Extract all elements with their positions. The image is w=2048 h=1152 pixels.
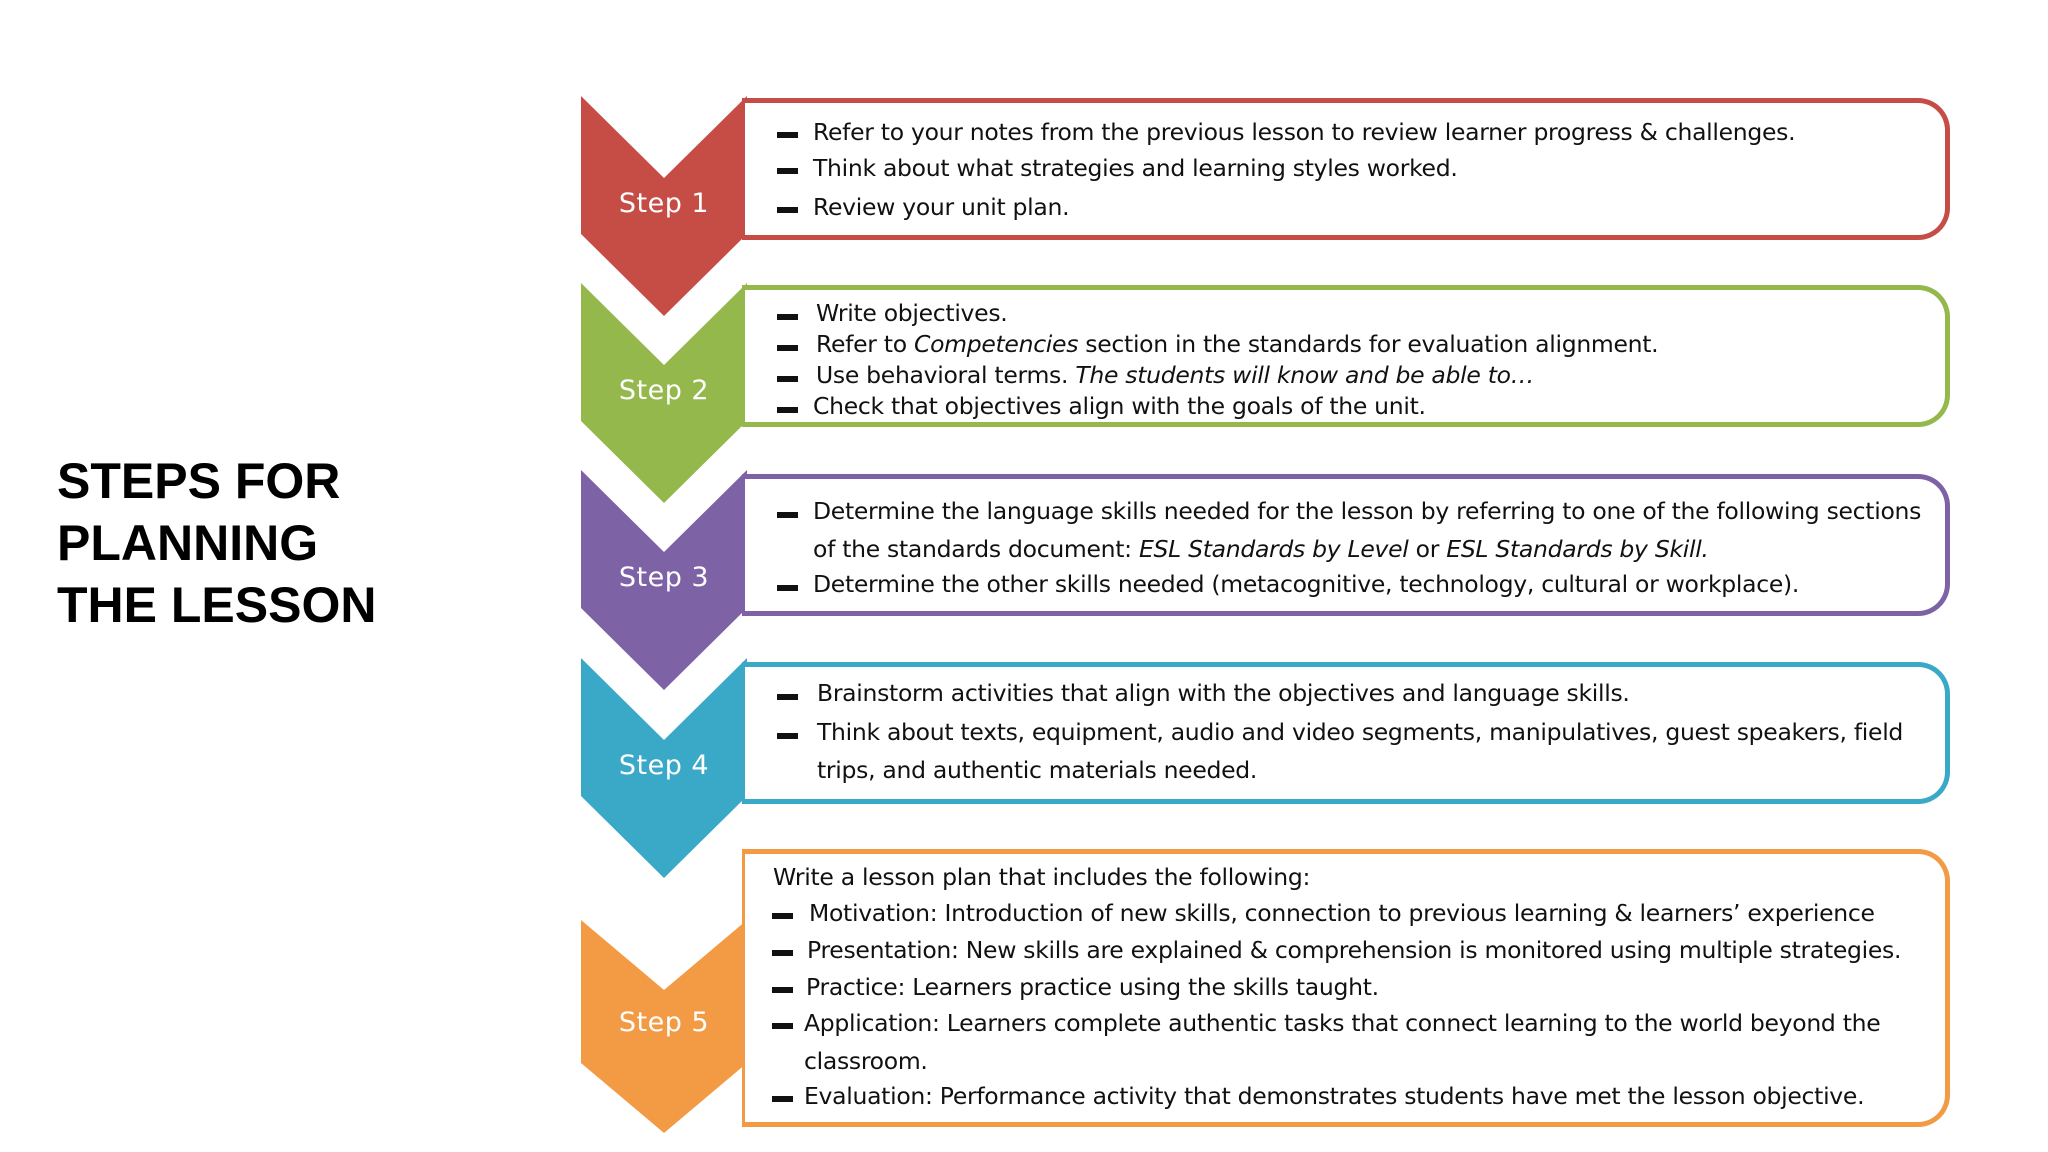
step-5-label: Step 5: [618, 1007, 710, 1038]
step-3-label: Step 3: [618, 562, 710, 593]
step-3-item-1-continued: of the standards document: ESL Standards by Level or ESL Standards by Skill.: [813, 535, 1709, 563]
step-3-box: [742, 474, 1950, 616]
step-3-item-1: Determine the language skills needed for the lesson by referring to one of the following sections: [813, 497, 1922, 525]
step-5-item-application-continued: classroom.: [804, 1047, 928, 1075]
step-1-label: Step 1: [618, 188, 710, 219]
step-2-item-1: Write objectives.: [816, 299, 1008, 327]
step-4-box: [742, 662, 1950, 804]
step-2-item-4: Check that objectives align with the goals of the unit.: [813, 392, 1426, 420]
step-5-box: [742, 849, 1950, 1127]
step-5-item-presentation: Presentation: New skills are explained & comprehension is monitored using multiple strategies.: [807, 936, 1902, 964]
step-5-item-motivation: Motivation: Introduction of new skills, connection to previous learning & learners’ experience: [809, 899, 1875, 927]
step-5-item-practice: Practice: Learners practice using the skills taught.: [806, 973, 1379, 1001]
step-5-item-evaluation: Evaluation: Performance activity that demonstrates students have met the lesson objective.: [804, 1082, 1865, 1110]
step-4-item-2: Think about texts, equipment, audio and video segments, manipulatives, guest speakers, field: [817, 718, 1904, 746]
step-1-item-3: Review your unit plan.: [813, 193, 1070, 221]
slide-title-line-2: PLANNING: [57, 515, 319, 571]
step-4-item-2-continued: trips, and authentic materials needed.: [817, 756, 1258, 784]
slide-title-line-3: THE LESSON: [57, 577, 377, 633]
step-2-item-3: Use behavioral terms. The students will know and be able to…: [816, 361, 1534, 389]
slide-title-line-1: STEPS FOR: [57, 453, 341, 509]
step-4-label: Step 4: [618, 750, 710, 781]
step-3-item-2: Determine the other skills needed (metacognitive, technology, cultural or workplace).: [813, 570, 1800, 598]
step-1-item-2: Think about what strategies and learning styles worked.: [813, 154, 1458, 182]
step-2-item-2: Refer to Competencies section in the standards for evaluation alignment.: [816, 330, 1659, 358]
step-5-intro: Write a lesson plan that includes the following:: [773, 863, 1311, 891]
step-1-box: [742, 98, 1950, 240]
step-1-item-1: Refer to your notes from the previous lesson to review learner progress & challenges.: [813, 118, 1796, 146]
step-5-item-application: Application: Learners complete authentic tasks that connect learning to the world beyond the: [804, 1009, 1881, 1037]
step-2-label: Step 2: [618, 375, 710, 406]
step-2-box: [742, 285, 1950, 427]
step-4-item-1: Brainstorm activities that align with the objectives and language skills.: [817, 679, 1630, 707]
